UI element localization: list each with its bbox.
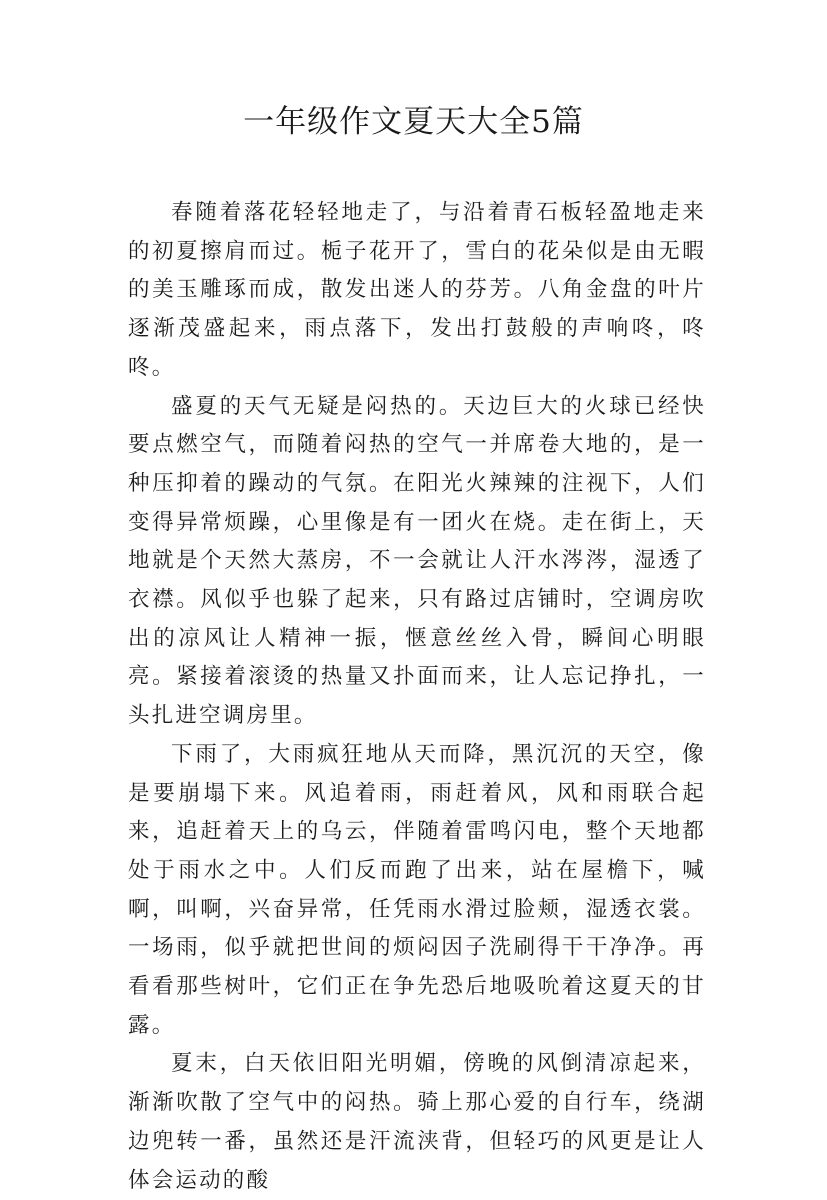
paragraph-3: 下雨了，大雨疯狂地从天而降，黑沉沉的天空，像是要崩塌下来。风追着雨，雨赶着风，风和雨联合起来，追赶着天上的乌云，伴随着雷鸣闪电，整个天地都处于雨水之中。人们反而跑了出来，站在屋檐下，喊啊，叫啊，兴奋异常，任凭雨水滑过脸颊，湿透衣裳。一场雨，似乎就把世间的烦闷因子洗刷得干干净净。再看看那些树叶，它们正在争先恐后地吸吮着这夏天的甘露。 [128, 741, 706, 1038]
document-body [128, 194, 706, 1200]
paragraph-1: 春随着落花轻轻地走了，与沿着青石板轻盈地走来的初夏擦肩而过。栀子花开了，雪白的花朵似是由无暇的美玉雕琢而成，散发出迷人的芬芳。八角金盘的叶片逐渐茂盛起来，雨点落下，发出打鼓般的声响咚，咚咚。 [128, 200, 706, 380]
paragraph-2: 盛夏的天气无疑是闷热的。天边巨大的火球已经快要点燃空气，而随着闷热的空气一并席卷大地的，是一种压抑着的躁动的气氛。在阳光火辣辣的注视下，人们变得异常烦躁，心里像是有一团火在烧。走在街上，天地就是个天然大蒸房，不一会就让人汗水涔涔，湿透了衣襟。风似乎也躲了起来，只有路过店铺时，空调房吹出的凉风让人精神一振，惬意丝丝入骨，瞬间心明眼亮。紧接着滚烫的热量又扑面而来，让人忘记挣扎，一头扎进空调房里。 [128, 393, 706, 729]
paragraph-4: 夏末，白天依旧阳光明媚，傍晚的风倒清凉起来，渐渐吹散了空气中的闷热。骑上那心爱的自行车，绕湖边兜转一番，虽然还是汗流浃背，但轻巧的风更是让人体会运动的酸 [128, 1051, 706, 1193]
document-title: 一年级作文夏天大全5篇 [243, 104, 584, 140]
